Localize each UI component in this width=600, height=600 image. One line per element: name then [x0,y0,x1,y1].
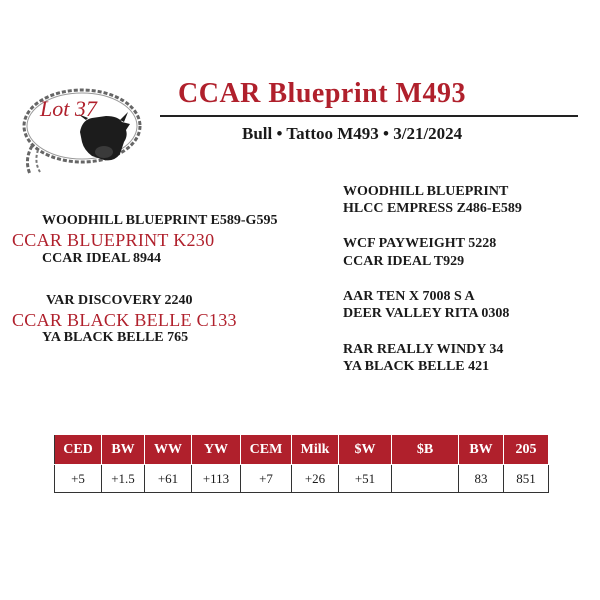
epd-header-milk: Milk [292,435,339,465]
pedigree-sire-sire: WOODHILL BLUEPRINT E589-G595 [42,213,278,228]
pedigree-sire: CCAR BLUEPRINT K230 [12,230,215,250]
rope-lasso-icon [18,80,150,180]
lot-badge [18,80,150,180]
epd-header-205: 205 [504,435,549,465]
epd-value-yw: +113 [192,465,241,493]
epd-table [54,434,549,493]
pedigree-dam: CCAR BLACK BELLE C133 [12,310,237,330]
epd-value-row [55,465,549,493]
epd-value-actual-bw: 83 [459,465,504,493]
epd-header-ww: WW [145,435,192,465]
epd-header-yw: YW [192,435,241,465]
ancestor-item: RAR REALLY WINDY 34 [343,342,504,357]
ancestor-item: CCAR IDEAL T929 [343,254,465,269]
epd-header-cem: CEM [241,435,292,465]
ancestor-item: AAR TEN X 7008 S A [343,289,475,304]
epd-value-b-index [392,465,459,493]
epd-header-actual-bw: BW [459,435,504,465]
ancestor-item: WCF PAYWEIGHT 5228 [343,236,497,251]
epd-value-milk: +26 [292,465,339,493]
epd-value-ced: +5 [55,465,102,493]
ancestor-item: WOODHILL BLUEPRINT [343,184,509,199]
pedigree-dam-sire: VAR DISCOVERY 2240 [46,293,193,308]
lot-label: Lot 37 [40,96,97,121]
ancestor-item: HLCC EMPRESS Z486-E589 [343,201,522,216]
epd-header-ced: CED [55,435,102,465]
page-title: CCAR Blueprint M493 [178,78,466,109]
epd-header-b-index: $B [392,435,459,465]
animal-subtitle: Bull • Tattoo M493 • 3/21/2024 [242,124,463,143]
epd-value-ww: +61 [145,465,192,493]
epd-value-bw: +1.5 [102,465,145,493]
epd-header-row [55,435,549,465]
epd-value-cem: +7 [241,465,292,493]
ancestor-item: YA BLACK BELLE 421 [343,359,490,374]
epd-value-w-index: +51 [339,465,392,493]
pedigree-sire-dam: CCAR IDEAL 8944 [42,251,162,266]
title-divider [160,115,578,117]
pedigree-dam-dam: YA BLACK BELLE 765 [42,330,189,345]
epd-header-bw: BW [102,435,145,465]
ancestor-item: DEER VALLEY RITA 0308 [343,306,510,321]
epd-header-w-index: $W [339,435,392,465]
epd-value-205: 851 [504,465,549,493]
